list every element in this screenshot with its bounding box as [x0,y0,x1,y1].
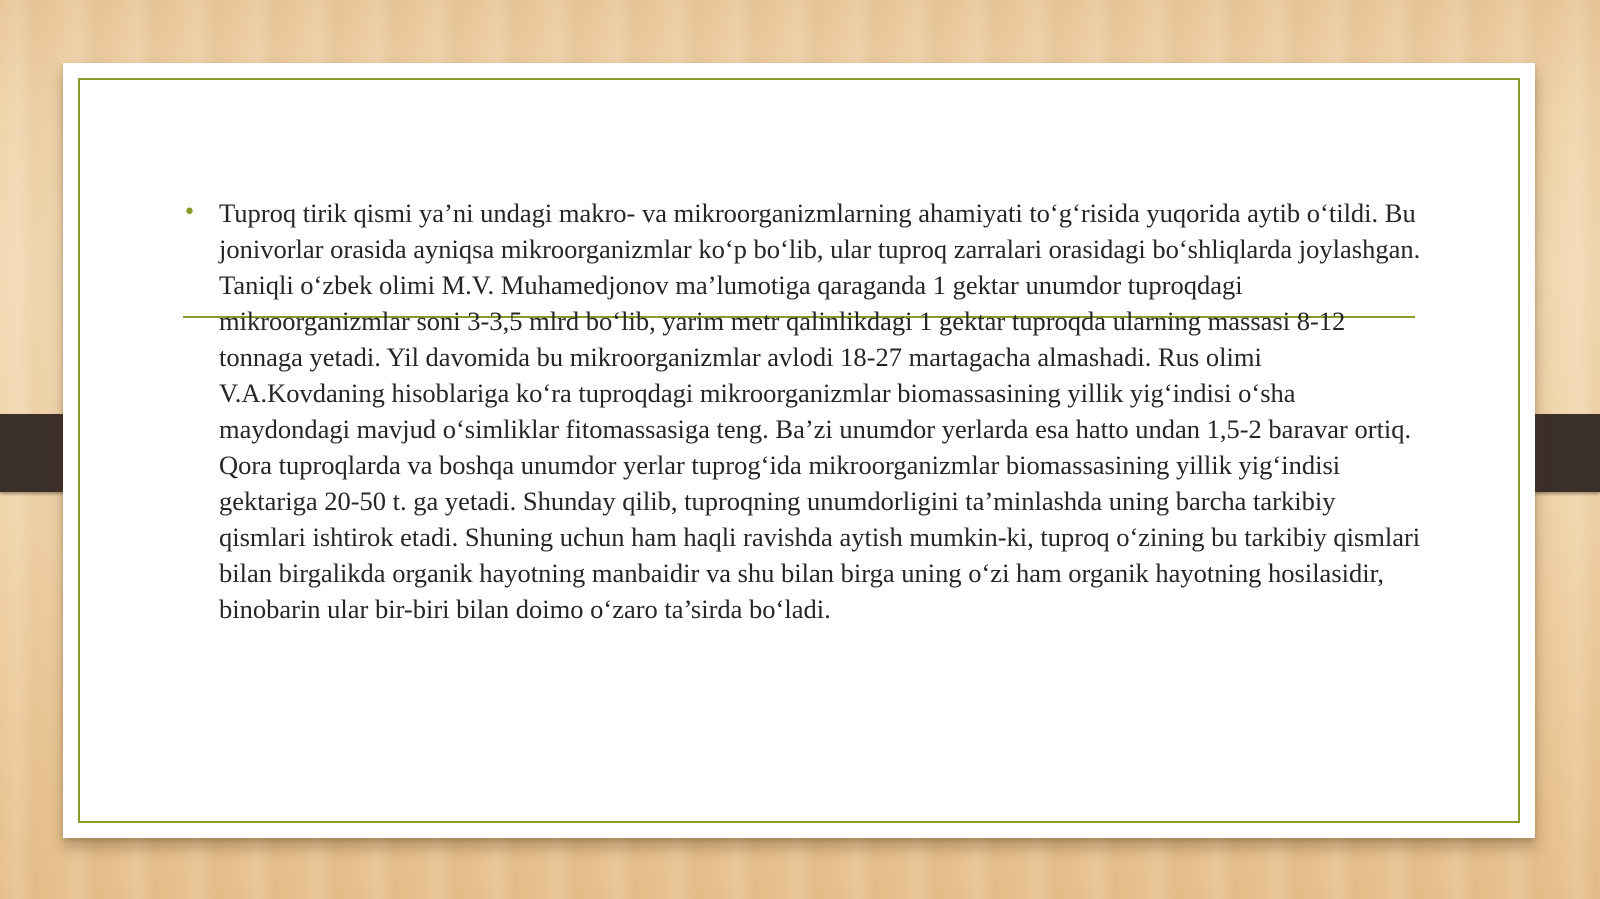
slide-body [183,195,1423,627]
bullet-paragraph [183,195,1423,627]
paragraph-text: Tuproq tirik qismi ya’ni undagi makro- va mikroorganizmlarning ahamiyati to‘g‘risida yuqorida aytib o‘tildi. Bu jonivorlar orasida ayniqsa mikroorganizmlar ko‘p bo‘lib, ular tuproq zarralari orasidagi bo‘shliqlarda joylashgan. Taniqli o‘zbek olimi M.V. Muhamedjonov ma’lumotiga qaraganda 1 gektar unumdor tuproqdagi mikroorganizmlar soni 3-3,5 mlrd bo‘lib, yarim metr qalinlikdagi 1 gektar tuproqda ularning massasi 8-12 tonnaga yetadi. Yil davomida bu mikroorganizmlar avlodi 18-27 martagacha almashadi. Rus olimi V.A.Kovdaning hisoblariga ko‘ra tuproqdagi mikroorganizmlar biomassasining yillik yig‘indisi o‘sha maydondagi mavjud o‘simliklar fitomassasiga teng. Ba’zi unumdor yerlarda esa hatto undan 1,5-2 baravar ortiq. Qora tuproqlarda va boshqa unumdor yerlar tuprog‘ida mikroorganizmlar biomassasining yillik yig‘indisi gektariga 20-50 t. ga yetadi. Shunday qilib, tuproqning unumdorligini ta’minlashda uning barcha tarkibiy qismlari ishtirok etadi. Shuning uchun ham haqli ravishda aytish mumkin-ki, tuproq o‘zining bu tarkibiy qismlari bilan birgalikda organik hayotning manbaidir va shu bilan birga uning o‘zi ham organik hayotning hosilasidir, binobarin ular bir-biri bilan doimo o‘zaro ta’sirda bo‘ladi. [219,198,1421,624]
bullet-icon: • [183,200,196,225]
